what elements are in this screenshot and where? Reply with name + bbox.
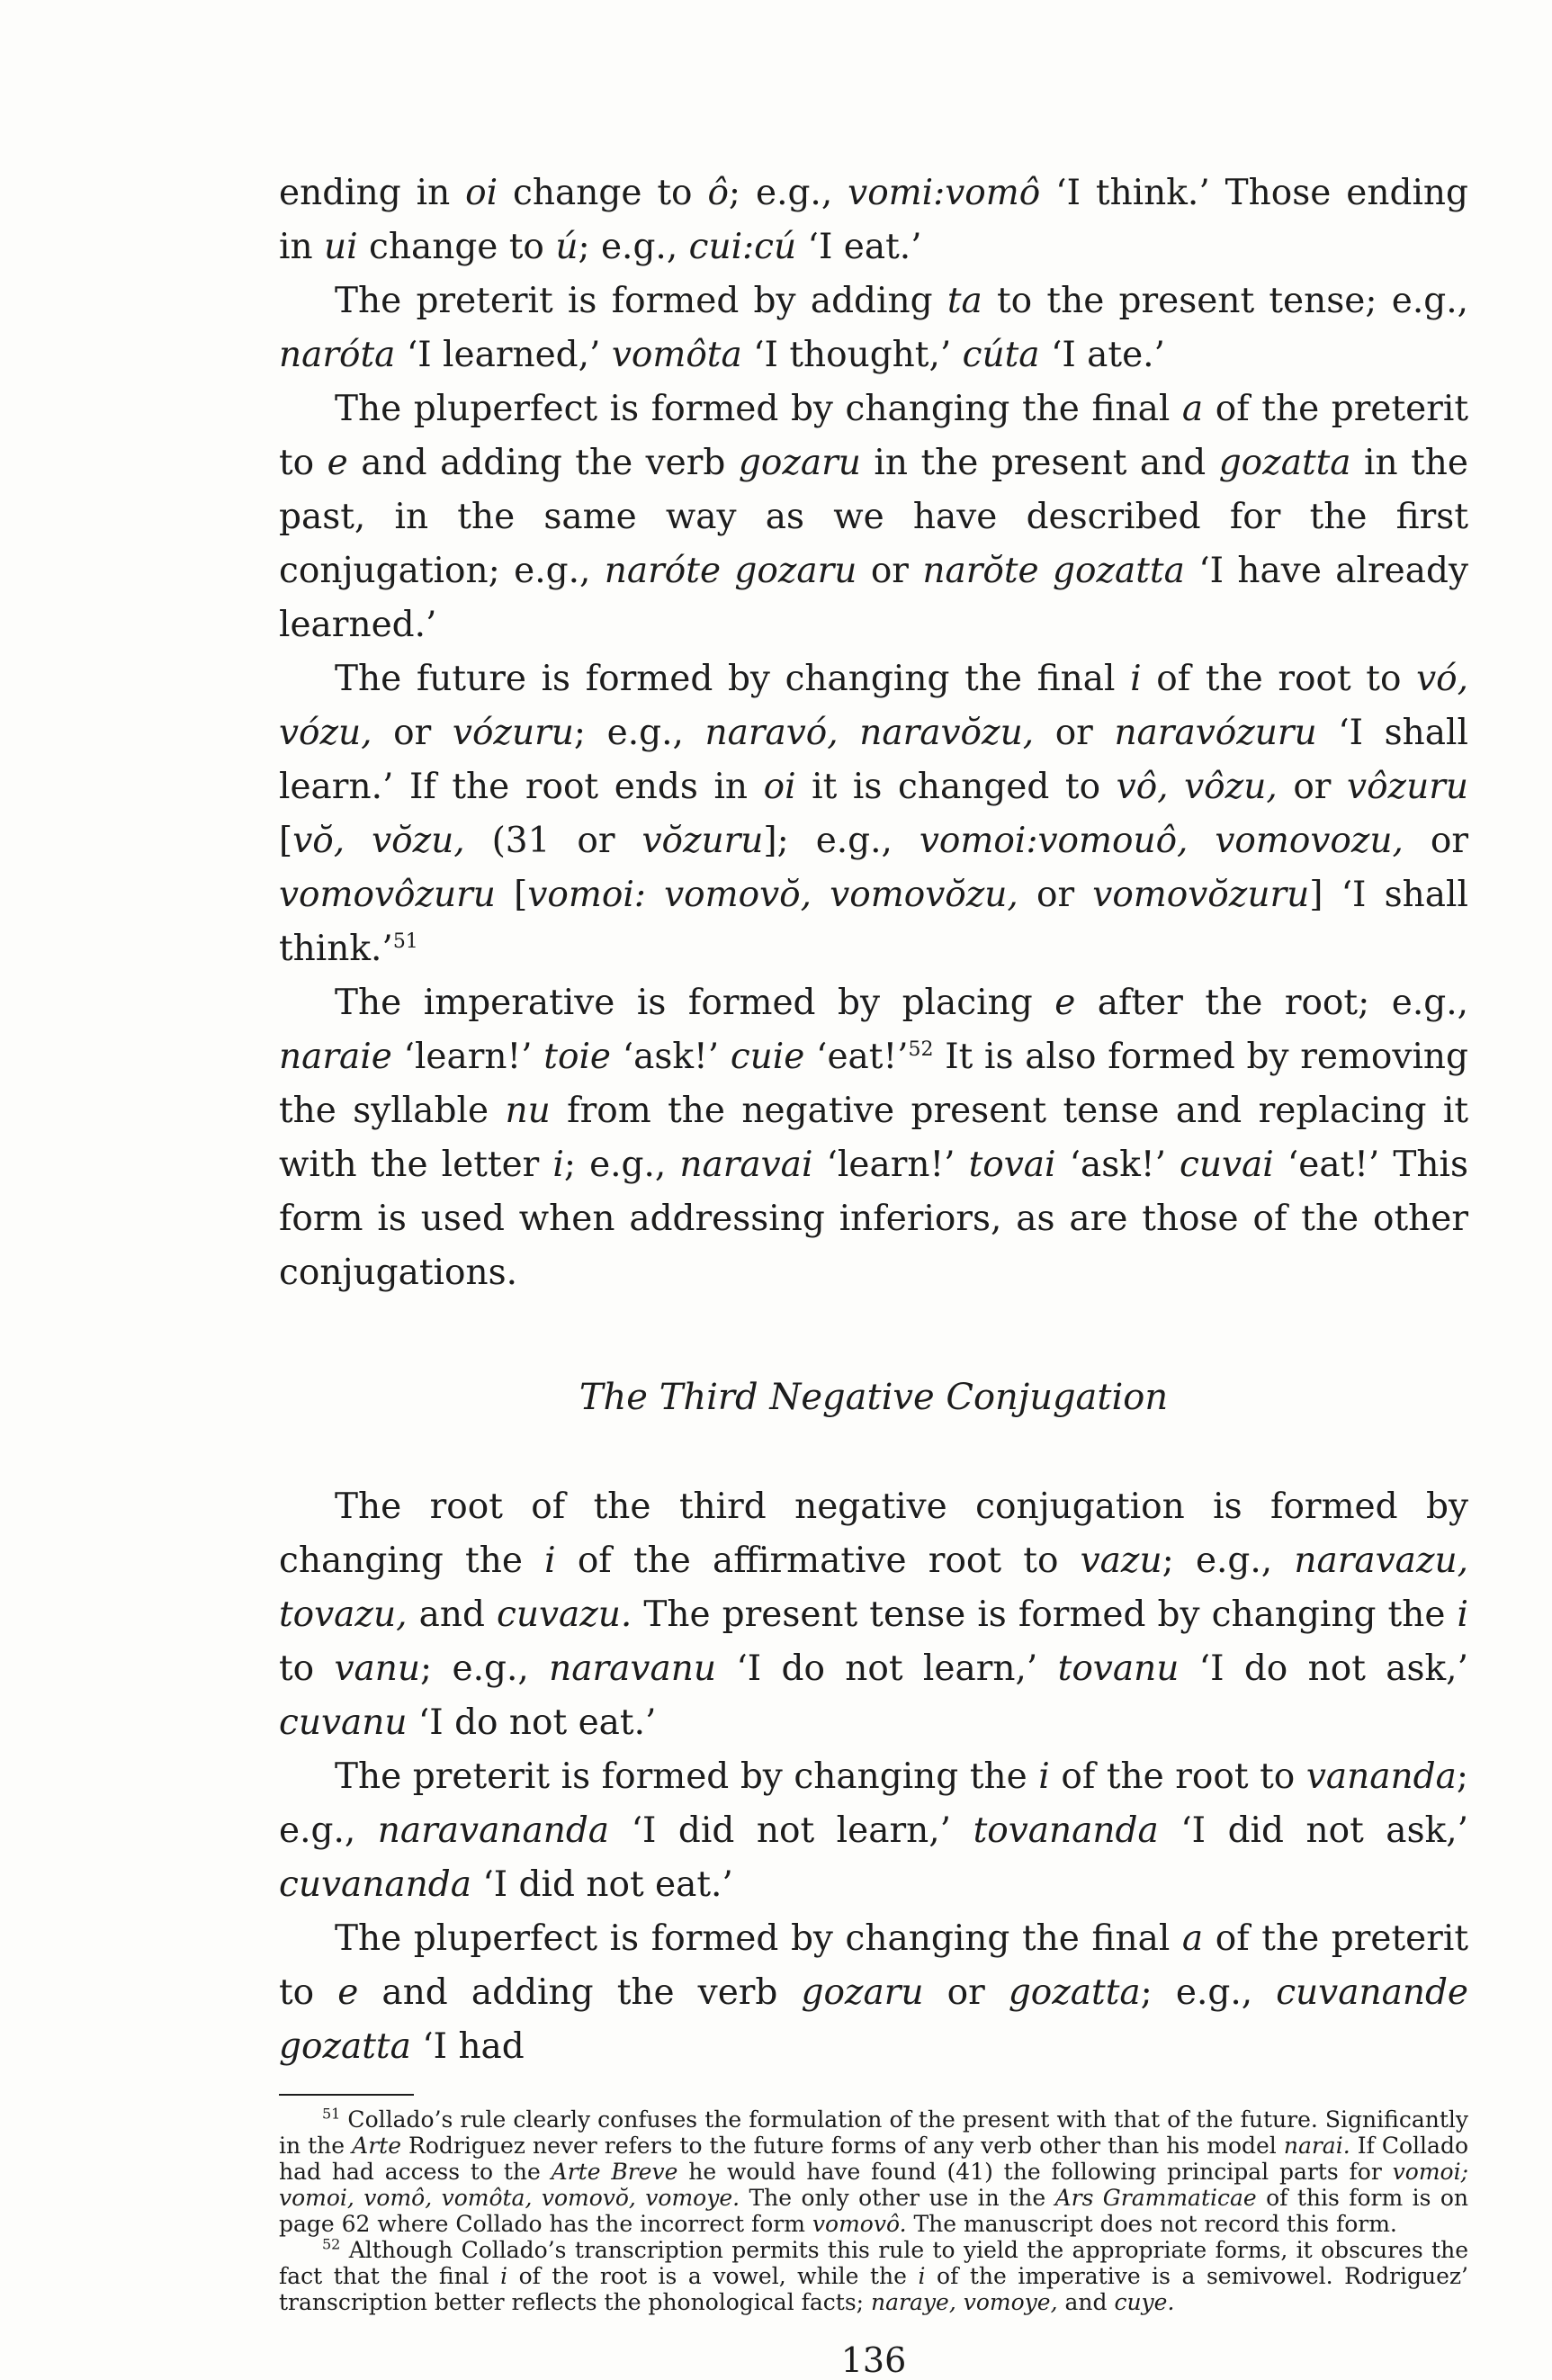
italic-term: cuvazu. xyxy=(496,1594,632,1635)
text-run: and adding the verb xyxy=(347,443,739,483)
text-run: and adding the verb xyxy=(358,1972,802,2013)
italic-term: naravanu xyxy=(549,1648,716,1689)
text-run: The preterit is formed by adding xyxy=(335,281,947,321)
italic-term: vózuru xyxy=(452,713,574,753)
text-run: change to xyxy=(498,173,708,213)
text-run: (31 or xyxy=(464,821,642,861)
text-run: ‘I did not learn,’ xyxy=(609,1810,973,1851)
footnotes xyxy=(279,2106,1468,2315)
italic-term: nu xyxy=(505,1091,551,1131)
italic-term: vŏ, vŏzu, xyxy=(292,821,465,861)
italic-term: vô, vôzu, xyxy=(1116,767,1278,807)
italic-term: cúta xyxy=(962,335,1040,375)
text-run: of the imperative is a semivowel. Rodriguez’ transcription better reflects the phonological facts; xyxy=(279,2263,1468,2315)
italic-term: vomoi: vomovŏ, vomovŏzu, xyxy=(527,875,1018,915)
italic-term: cuvananda xyxy=(279,1864,471,1905)
italic-term: cuvanu xyxy=(279,1702,408,1743)
italic-term: vomoi:vomouô, vomovozu, xyxy=(919,821,1404,861)
text-run: ‘I shall learn.’ If the root ends in xyxy=(279,713,1468,807)
italic-term: vôzuru xyxy=(1347,767,1468,807)
body-text-bottom xyxy=(279,1480,1468,2074)
italic-term: i xyxy=(1130,659,1142,699)
text-run: of the preterit to xyxy=(279,389,1468,483)
italic-term: ô xyxy=(707,173,729,213)
text-run: ]; e.g., xyxy=(763,821,920,861)
text-run: ‘learn!’ xyxy=(391,1037,544,1077)
text-run: ‘eat!’ This form is used when addressing inferiors, as are those of the other conjugations. xyxy=(279,1145,1469,1293)
italic-term: vazu xyxy=(1080,1540,1162,1581)
section-heading: The Third Negative Conjugation xyxy=(579,1377,1169,1418)
text-run: ‘learn!’ xyxy=(812,1145,969,1185)
italic-term: a xyxy=(1181,389,1204,429)
text-run: ; e.g., xyxy=(728,173,848,213)
text-run: change to xyxy=(357,227,556,267)
italic-term: toie xyxy=(543,1037,612,1077)
italic-term: Ars Grammaticae xyxy=(1054,2185,1257,2211)
paragraph-section2-3 xyxy=(279,1912,1468,2074)
italic-term: gozatta xyxy=(1008,1972,1141,2013)
text-run: ‘ask!’ xyxy=(1055,1145,1180,1185)
paragraph-section2-2 xyxy=(279,1750,1468,1912)
text-run: ] ‘I shall think.’ xyxy=(279,875,1468,969)
text-run: ; e.g., xyxy=(578,227,689,267)
italic-term: cuie xyxy=(730,1037,805,1077)
text-run: Rodriguez never refers to the future forms of any verb other than his model xyxy=(401,2133,1284,2159)
text-run: [ xyxy=(279,821,293,861)
text-run: and xyxy=(1057,2289,1115,2315)
text-run: ; e.g., xyxy=(420,1648,550,1689)
text-run: it is changed to xyxy=(795,767,1117,807)
text-run: of this form is on page 62 where Collado has the incorrect form xyxy=(279,2185,1468,2237)
italic-term: naróta xyxy=(279,335,396,375)
text-run: from the negative present tense and replacing it with the letter xyxy=(279,1091,1468,1185)
italic-term: gozaru xyxy=(738,443,861,483)
footnote-2 xyxy=(279,2237,1468,2315)
italic-term: cuvanande gozatta xyxy=(279,1972,1468,2067)
text-run: ‘ask!’ xyxy=(611,1037,731,1077)
italic-term: gozatta xyxy=(1218,443,1351,483)
text-run: or xyxy=(372,713,453,753)
text-run: The manuscript does not record this form. xyxy=(906,2211,1397,2237)
text-run: of the root to xyxy=(1141,659,1417,699)
italic-term: vomovŏzuru xyxy=(1092,875,1310,915)
text-run: Although Collado’s transcription permits this rule to yield the appropriate forms, it obscures the fact that the final xyxy=(279,2237,1468,2289)
text-run: ‘I thought,’ xyxy=(741,335,963,375)
text-run: ‘I do not eat.’ xyxy=(407,1702,657,1743)
italic-term: ú xyxy=(555,227,579,267)
italic-term: i xyxy=(918,2263,926,2289)
paragraph-5 xyxy=(279,976,1468,1300)
text-run: ‘I eat.’ xyxy=(796,227,922,267)
footnote-ref: 51 xyxy=(322,2105,341,2123)
page-body xyxy=(279,166,1468,2380)
italic-term: e xyxy=(327,443,348,483)
text-run: of the root is a vowel, while the xyxy=(507,2263,919,2289)
text-run: It is also formed by removing the syllable xyxy=(279,1037,1468,1131)
text-run: or xyxy=(1018,875,1093,915)
italic-term: gozaru xyxy=(801,1972,924,2013)
paragraph-4 xyxy=(279,652,1468,976)
footnote-rule xyxy=(279,2094,414,2096)
italic-term: i xyxy=(1457,1594,1468,1635)
italic-term: i xyxy=(500,2263,508,2289)
italic-term: naravó, naravŏzu, xyxy=(704,713,1035,753)
italic-term: cuye. xyxy=(1114,2289,1175,2315)
text-run: The future is formed by changing the final xyxy=(335,659,1131,699)
text-run: The pluperfect is formed by changing the final xyxy=(335,389,1182,429)
italic-term: oi xyxy=(763,767,796,807)
footnote-1 xyxy=(279,2106,1468,2237)
paragraph-section2-1 xyxy=(279,1480,1468,1750)
italic-term: e xyxy=(1054,983,1076,1023)
text-run: ‘I learned,’ xyxy=(395,335,612,375)
page-number: 136 xyxy=(840,2340,907,2380)
italic-term: vomovôzuru xyxy=(279,875,496,915)
italic-term: naraye, vomoye, xyxy=(871,2289,1058,2315)
text-run: ‘I did not eat.’ xyxy=(471,1864,733,1905)
text-run: [ xyxy=(495,875,528,915)
footnote-ref: 51 xyxy=(392,930,418,953)
paragraph-3 xyxy=(279,382,1468,652)
italic-term: vŏzuru xyxy=(641,821,764,861)
text-run: in the present and xyxy=(860,443,1219,483)
text-run: or xyxy=(1277,767,1348,807)
text-run: in the past, in the same way as we have described for the first conjugation; e.g., xyxy=(279,443,1469,591)
text-run: The imperative is formed by placing xyxy=(335,983,1055,1023)
text-run: ending in xyxy=(279,173,466,213)
italic-term: vomoi; vomoi, vomô, vomôta, vomovŏ, vomoye. xyxy=(279,2159,1468,2211)
text-run: ‘eat!’ xyxy=(804,1037,909,1077)
text-run: to the present tense; e.g., xyxy=(982,281,1468,321)
italic-term: ta xyxy=(946,281,982,321)
italic-term: oi xyxy=(465,173,498,213)
text-run: ‘I do not ask,’ xyxy=(1179,1648,1468,1689)
italic-term: i xyxy=(552,1145,564,1185)
italic-term: tovai xyxy=(968,1145,1056,1185)
text-run: or xyxy=(857,551,923,591)
italic-term: cui:cú xyxy=(688,227,797,267)
text-run: ‘I do not learn,’ xyxy=(715,1648,1058,1689)
text-run: or xyxy=(1403,821,1469,861)
text-run: and xyxy=(407,1594,497,1635)
text-run: If Collado had had access to the xyxy=(279,2133,1469,2185)
italic-term: tovananda xyxy=(973,1810,1159,1851)
text-run: or xyxy=(1034,713,1115,753)
italic-term: naravazu, tovazu, xyxy=(279,1540,1469,1635)
italic-term: vomovô. xyxy=(812,2211,907,2237)
text-run: The preterit is formed by changing the xyxy=(335,1756,1039,1797)
text-run: The only other use in the xyxy=(740,2185,1055,2211)
text-run: ; e.g., xyxy=(563,1145,680,1185)
text-run: The root of the third negative conjugation is formed by changing the xyxy=(279,1486,1468,1581)
italic-term: narai. xyxy=(1283,2133,1350,2159)
italic-term: naravózuru xyxy=(1114,713,1317,753)
italic-term: cuvai xyxy=(1180,1145,1274,1185)
body-text-top xyxy=(279,166,1468,1300)
text-run: of the preterit to xyxy=(279,1918,1468,2013)
footnote-ref: 52 xyxy=(908,1038,934,1061)
text-run: ; e.g., xyxy=(279,1756,1469,1851)
footnote-ref: 52 xyxy=(322,2235,341,2253)
paragraph-1 xyxy=(279,166,1468,274)
paragraph-2 xyxy=(279,274,1468,382)
italic-term: Arte xyxy=(352,2133,401,2159)
italic-term: naraie xyxy=(279,1037,392,1077)
text-run: of the root to xyxy=(1049,1756,1306,1797)
italic-term: Arte Breve xyxy=(551,2159,678,2185)
text-run: Collado’s rule clearly confuses the formulation of the present with that of the future. Significantly in the xyxy=(279,2106,1468,2159)
text-run: after the root; e.g., xyxy=(1075,983,1468,1023)
text-run: of the affirmative root to xyxy=(555,1540,1081,1581)
text-run: ; e.g., xyxy=(1162,1540,1295,1581)
italic-term: vomôta xyxy=(611,335,742,375)
italic-term: i xyxy=(544,1540,556,1581)
italic-term: a xyxy=(1181,1918,1204,1959)
text-run: ‘I have already learned.’ xyxy=(279,551,1469,645)
text-run: to xyxy=(279,1648,335,1689)
italic-term: vomi:vomô xyxy=(848,173,1041,213)
text-run: or xyxy=(923,1972,1009,2013)
italic-term: naravai xyxy=(679,1145,813,1185)
italic-term: vananda xyxy=(1305,1756,1457,1797)
text-run: ; e.g., xyxy=(573,713,705,753)
italic-term: e xyxy=(337,1972,359,2013)
text-run: ‘I think.’ Those ending in xyxy=(279,173,1468,267)
italic-term: narŏte gozatta xyxy=(922,551,1185,591)
italic-term: i xyxy=(1038,1756,1050,1797)
text-run: ‘I had xyxy=(410,2026,525,2067)
text-run: he would have found (41) the following principal parts for xyxy=(677,2159,1393,2185)
text-run: ‘I ate.’ xyxy=(1039,335,1165,375)
text-run: The present tense is formed by changing the xyxy=(632,1594,1458,1635)
text-run: The pluperfect is formed by changing the final xyxy=(335,1918,1182,1959)
italic-term: naróte gozaru xyxy=(604,551,857,591)
italic-term: ui xyxy=(324,227,358,267)
italic-term: tovanu xyxy=(1057,1648,1180,1689)
text-run: ; e.g., xyxy=(1140,1972,1277,2013)
text-run: ‘I did not ask,’ xyxy=(1158,1810,1469,1851)
italic-term: vanu xyxy=(334,1648,421,1689)
italic-term: naravananda xyxy=(377,1810,610,1851)
italic-term: vó, vózu, xyxy=(279,659,1468,753)
